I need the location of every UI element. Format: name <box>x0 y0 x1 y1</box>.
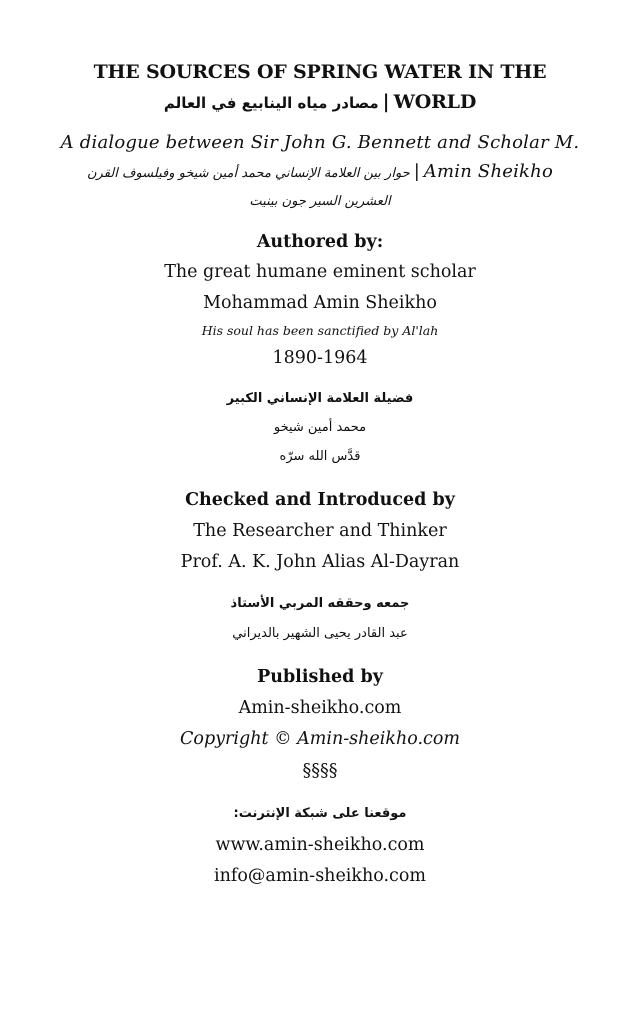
book-title-line2 <box>20 91 620 113</box>
subtitle-arabic-line3: العشرين السير جون بينيت <box>249 194 391 209</box>
website-label-arabic: موقعنا على شبكة الإنترنت: <box>233 806 407 821</box>
title-separator: | <box>382 91 390 113</box>
author-name: Mohammad Amin Sheikho <box>203 293 437 313</box>
author-blessing-arabic: قدَّس الله سرّه <box>279 449 361 464</box>
subtitle-line1: A dialogue between Sir John G. Bennett and Scholar M. <box>60 132 580 153</box>
checker-title-arabic: جمعه وحققه المربي الأستاذ <box>230 596 410 611</box>
copyright-notice: Copyright © Amin-sheikho.com <box>180 729 460 749</box>
book-title-line2-english: WORLD <box>393 91 477 113</box>
author-name-arabic: محمد أمين شيخو <box>273 420 367 435</box>
authored-by-heading: Authored by: <box>256 232 384 252</box>
author-description: The great humane eminent scholar <box>164 262 476 282</box>
publisher-site: Amin-sheikho.com <box>238 698 402 718</box>
section-symbols: §§§§ <box>302 761 338 781</box>
subtitle-line2 <box>20 161 620 182</box>
author-title-arabic: فضيلة العلامة الإنساني الكبير <box>226 391 414 406</box>
book-title-arabic: مصادر مياه الينابيع في العالم <box>163 94 379 112</box>
published-by-heading: Published by <box>257 667 383 687</box>
subtitle-line2-english: Amin Sheikho <box>423 161 553 182</box>
checker-description: The Researcher and Thinker <box>193 521 447 541</box>
subtitle-separator: | <box>413 161 420 182</box>
checked-by-heading: Checked and Introduced by <box>185 490 455 510</box>
checker-name: Prof. A. K. John Alias Al-Dayran <box>180 552 460 572</box>
book-title-line1: THE SOURCES OF SPRING WATER IN THE <box>93 61 547 83</box>
checker-name-arabic: عبد القادر يحيى الشهير بالديراني <box>232 626 408 641</box>
author-years: 1890-1964 <box>272 348 368 368</box>
contact-email[interactable]: info@amin-sheikho.com <box>214 866 426 886</box>
author-blessing: His soul has been sanctified by Al'lah <box>201 323 439 338</box>
subtitle-arabic: حوار بين العلامة الإنساني محمد أمين شيخو وفيلسوف القرن <box>86 166 410 181</box>
website-url[interactable]: www.amin-sheikho.com <box>215 835 425 855</box>
